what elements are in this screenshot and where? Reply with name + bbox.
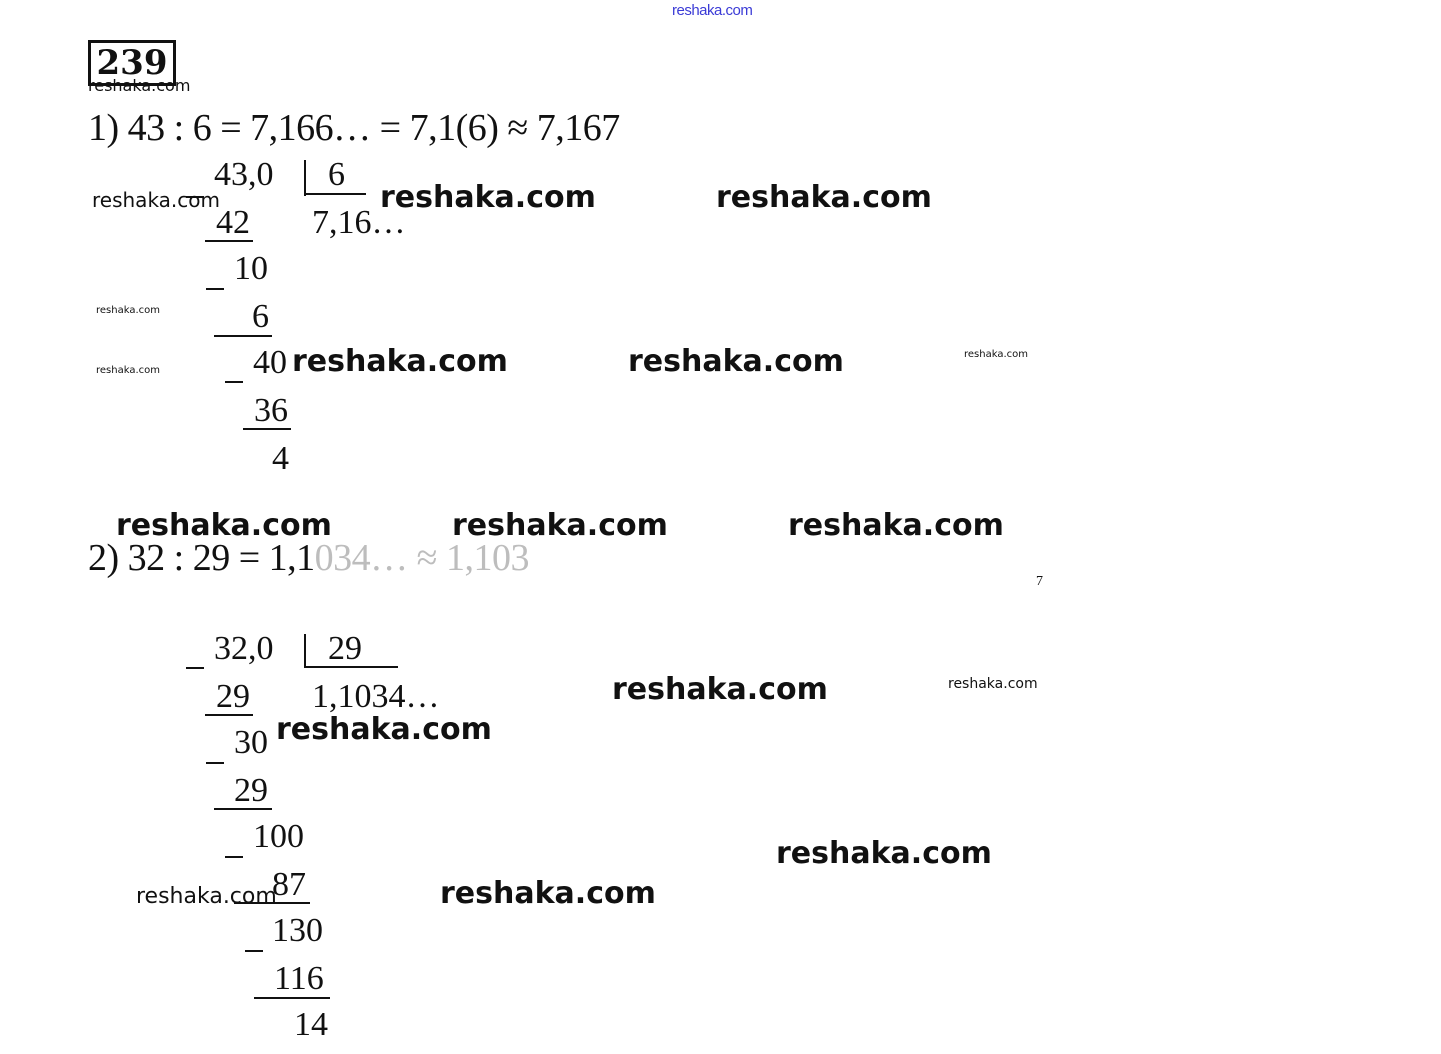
problem2-step: 130: [272, 912, 323, 949]
site-header-link[interactable]: reshaka.com: [672, 2, 753, 19]
problem2-equation-faded: 034… ≈ 1,103: [314, 537, 530, 579]
problem2-remainder: 14: [294, 1006, 328, 1043]
divisor-underline: [304, 666, 398, 668]
step-underline: [214, 335, 272, 337]
problem2-step: 100: [253, 818, 304, 855]
step-underline: [205, 240, 253, 242]
step-underline: [205, 714, 253, 716]
watermark: reshaka.com: [964, 349, 1028, 360]
problem1-remainder: 4: [272, 440, 289, 477]
watermark: reshaka.com: [612, 672, 828, 707]
minus-sign: [245, 950, 263, 952]
problem1-divisor: 6: [328, 156, 345, 193]
step-underline: [243, 428, 291, 430]
minus-sign: [225, 856, 243, 858]
minus-sign: [206, 762, 224, 764]
watermark: reshaka.com: [948, 676, 1038, 692]
step-underline: [254, 997, 330, 999]
watermark: reshaka.com: [116, 508, 332, 543]
problem2-divisor: 29: [328, 630, 362, 667]
division-bracket: [304, 634, 306, 668]
watermark: reshaka.com: [380, 180, 596, 215]
problem1-step: 6: [252, 298, 269, 335]
problem1-step: 42: [216, 204, 250, 241]
watermark: reshaka.com: [276, 712, 492, 747]
problem2-step: 116: [274, 960, 324, 997]
problem1-step: 40: [253, 344, 287, 381]
watermark: reshaka.com: [96, 365, 160, 376]
divisor-underline: [304, 193, 366, 195]
problem2-quotient: 1,1034…: [312, 678, 440, 715]
problem2-step: 29: [216, 678, 250, 715]
minus-sign: [186, 667, 204, 669]
problem1-step: 36: [254, 392, 288, 429]
problem2-dividend: 32,0: [214, 630, 274, 667]
task-number-box: 239: [88, 40, 176, 86]
division-bracket: [304, 160, 306, 196]
problem2-equation-dark: 2) 32 : 29 = 1,1: [88, 537, 315, 579]
watermark: reshaka.com: [788, 508, 1004, 543]
watermark: reshaka.com: [628, 344, 844, 379]
watermark: reshaka.com: [292, 344, 508, 379]
scan-artifact: 7: [1036, 574, 1043, 589]
watermark: reshaka.com: [716, 180, 932, 215]
problem1-equation: 1) 43 : 6 = 7,166… = 7,1(6) ≈ 7,167: [88, 107, 620, 149]
step-underline: [214, 808, 272, 810]
problem1-quotient: 7,16…: [312, 204, 406, 241]
watermark: reshaka.com: [440, 876, 656, 911]
watermark: reshaka.com: [96, 305, 160, 316]
problem1-dividend: 43,0: [214, 156, 274, 193]
watermark: reshaka.com: [88, 76, 191, 95]
problem2-step: 29: [234, 772, 268, 809]
watermark: reshaka.com: [92, 188, 220, 212]
problem1-step: 10: [234, 250, 268, 287]
watermark: reshaka.com: [136, 884, 277, 909]
minus-sign: [225, 381, 243, 383]
watermark: reshaka.com: [776, 836, 992, 871]
watermark: reshaka.com: [452, 508, 668, 543]
minus-sign: [206, 288, 224, 290]
problem2-step: 30: [234, 724, 268, 761]
problem2-step: 87: [272, 866, 306, 903]
